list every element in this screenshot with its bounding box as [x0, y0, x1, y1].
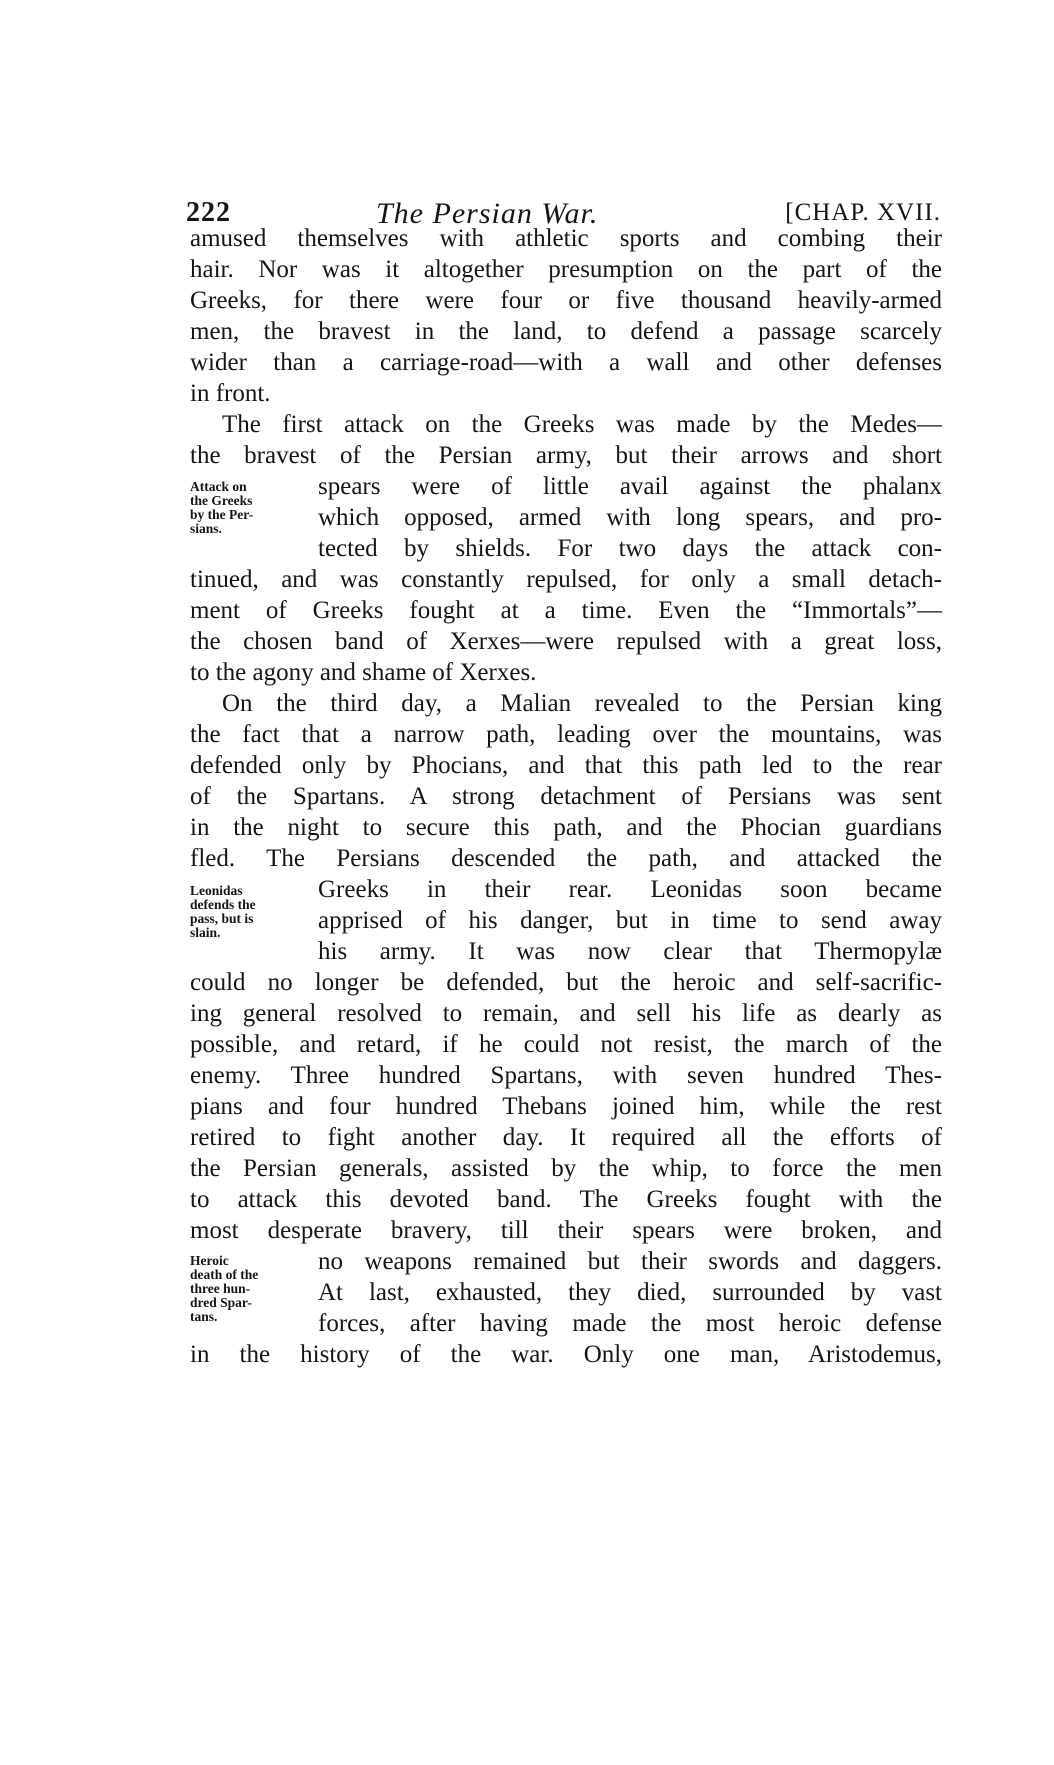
- text-line: tected by shields. For two days the attack con-: [318, 535, 942, 562]
- text-line: fled. The Persians descended the path, and attacked the: [190, 845, 942, 872]
- text-line: most desperate bravery, till their spears were broken, and: [190, 1217, 942, 1244]
- text-line: no weapons remained but their swords and daggers.: [318, 1248, 942, 1275]
- text-line: the chosen band of Xerxes—were repulsed with a great loss,: [190, 628, 942, 655]
- margin-note-line: sians.: [190, 521, 222, 536]
- text-line: tinued, and was constantly repulsed, for only a small detach-: [190, 566, 942, 593]
- margin-note: [190, 480, 310, 536]
- page-number: 222: [186, 197, 231, 228]
- margin-note-line: three hun-: [190, 1281, 251, 1296]
- running-title: The Persian War.: [376, 197, 599, 230]
- chapter-label: [CHAP. XVII.: [785, 199, 941, 226]
- text-line: men, the bravest in the land, to defend a passage scarcely: [190, 318, 942, 345]
- margin-note: [190, 884, 310, 940]
- margin-note-line: slain.: [190, 925, 221, 940]
- margin-note-line: by the Per-: [190, 507, 254, 522]
- text-line: in the history of the war. Only one man, Aristodemus,: [190, 1341, 942, 1368]
- text-line: pians and four hundred Thebans joined him, while the rest: [190, 1093, 942, 1120]
- text-line: ing general resolved to remain, and sell his life as dearly as: [190, 1000, 942, 1027]
- text-line: of the Spartans. A strong detachment of Persians was sent: [190, 783, 942, 810]
- text-line: On the third day, a Malian revealed to the Persian king: [222, 690, 942, 717]
- text-line: enemy. Three hundred Spartans, with seven hundred Thes-: [190, 1062, 942, 1089]
- margin-note-line: defends the: [190, 897, 256, 912]
- margin-note-line: death of the: [190, 1267, 259, 1282]
- text-line: his army. It was now clear that Thermopylæ: [318, 938, 942, 965]
- text-line: spears were of little avail against the phalanx: [318, 473, 942, 500]
- text-line: forces, after having made the most heroic defense: [318, 1310, 942, 1337]
- text-line: in front.: [190, 380, 271, 407]
- text-line: wider than a carriage-road—with a wall and other defenses: [190, 349, 942, 376]
- text-line: hair. Nor was it altogether presumption on the part of the: [190, 256, 942, 283]
- margin-note-line: Leonidas: [190, 883, 243, 898]
- text-line: retired to fight another day. It required all the efforts of: [190, 1124, 942, 1151]
- text-line: The first attack on the Greeks was made by the Medes—: [222, 411, 942, 438]
- text-line: amused themselves with athletic sports and combing their: [190, 225, 942, 252]
- text-line: the Persian generals, assisted by the whip, to force the men: [190, 1155, 942, 1182]
- margin-note: [190, 1254, 310, 1324]
- margin-note-line: tans.: [190, 1309, 218, 1324]
- text-line: apprised of his danger, but in time to send away: [318, 907, 942, 934]
- margin-note-line: pass, but is: [190, 911, 254, 926]
- margin-note-line: Attack on: [190, 479, 247, 494]
- text-line: ment of Greeks fought at a time. Even the “Immortals”—: [190, 597, 942, 624]
- text-line: the bravest of the Persian army, but their arrows and short: [190, 442, 942, 469]
- text-line: Greeks in their rear. Leonidas soon became: [318, 876, 942, 903]
- margin-note-line: dred Spar-: [190, 1295, 252, 1310]
- text-line: possible, and retard, if he could not resist, the march of the: [190, 1031, 942, 1058]
- text-line: At last, exhausted, they died, surrounded by vast: [318, 1279, 942, 1306]
- text-line: to the agony and shame of Xerxes.: [190, 659, 537, 686]
- text-line: in the night to secure this path, and the Phocian guardians: [190, 814, 942, 841]
- margin-note-line: the Greeks: [190, 493, 253, 508]
- margin-note-line: Heroic: [190, 1253, 229, 1268]
- text-line: Greeks, for there were four or five thousand heavily-armed: [190, 287, 942, 314]
- text-line: could no longer be defended, but the heroic and self-sacrific-: [190, 969, 942, 996]
- text-line: to attack this devoted band. The Greeks fought with the: [190, 1186, 942, 1213]
- text-line: which opposed, armed with long spears, and pro-: [318, 504, 942, 531]
- text-line: the fact that a narrow path, leading over the mountains, was: [190, 721, 942, 748]
- text-line: defended only by Phocians, and that this path led to the rear: [190, 752, 942, 779]
